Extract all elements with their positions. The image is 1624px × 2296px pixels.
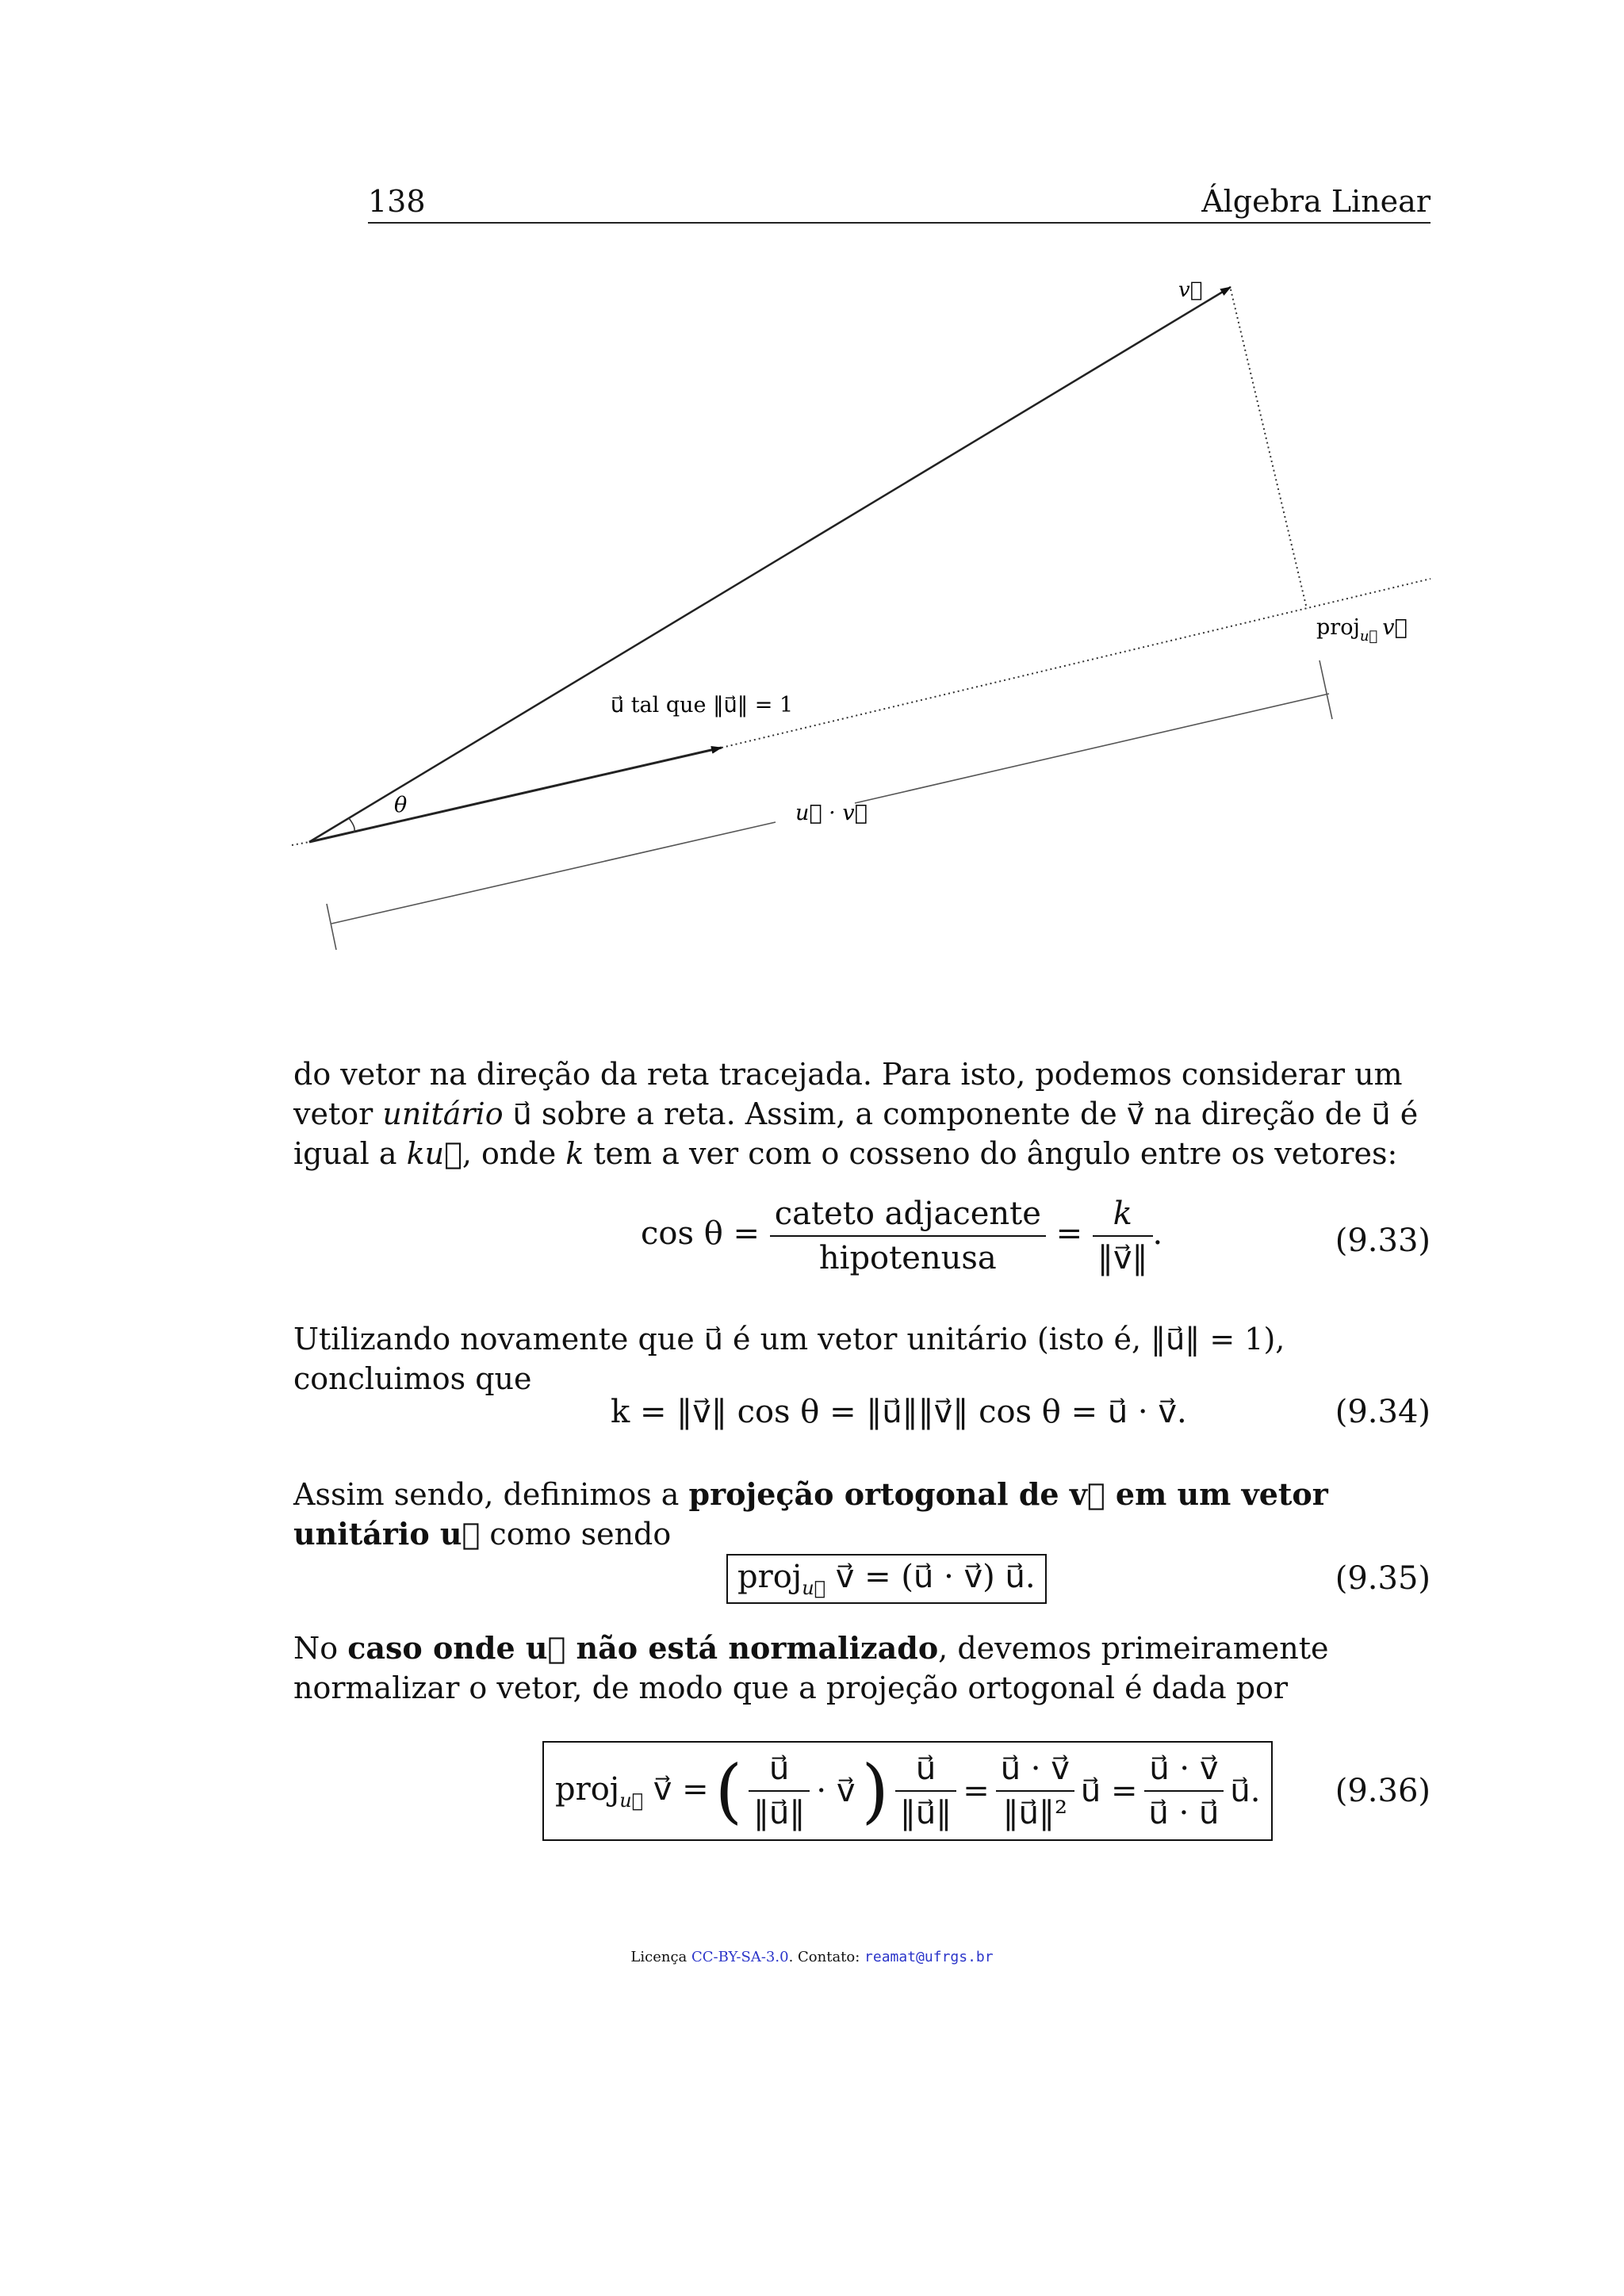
dimension-line-right	[855, 694, 1329, 803]
equation-9-35	[293, 1554, 1431, 1603]
equation-number: (9.35)	[1335, 1560, 1431, 1597]
dotted-direction-line	[722, 579, 1431, 748]
vector-v	[309, 287, 1231, 842]
paragraph-3: Assim sendo, definimos a projeção ortogonal de v⃗ em um vetor unitário u⃗ como sendo	[293, 1476, 1328, 1552]
page-number: 138	[368, 184, 426, 219]
dimension-tick-right	[1320, 660, 1332, 719]
boxed-general-projection: proj$_{u⃗}$ v⃗ = ( $\frac{u⃗}{‖u⃗‖}$ · v⃗ ) $\frac{u⃗}{‖u⃗‖}$ = $\frac{u⃗ \cdot v⃗}{\text{‖u⃗‖²}}$ u⃗ = $\frac{u⃗ \cdot v⃗}{u⃗ \cdot u⃗}$ u⃗.	[542, 1741, 1273, 1841]
fraction-cateto-hipotenusa: $\frac{\text{cateto adjacente}}{\text{hipotenusa}}$	[770, 1196, 1046, 1276]
vector-u	[309, 748, 722, 842]
boxed-definition: proj$_{u⃗}$ v⃗ = (u⃗ · v⃗) u⃗.	[726, 1554, 1047, 1604]
projection-figure	[0, 238, 1624, 999]
equation-number: (9.34)	[1335, 1394, 1431, 1430]
label-dot-product: u⃗ · v⃗	[795, 801, 868, 825]
equation-number: (9.36)	[1335, 1773, 1431, 1809]
equation-number: (9.33)	[1335, 1223, 1431, 1259]
running-title: Álgebra Linear	[1201, 184, 1431, 219]
paragraph-1: do vetor na direção da reta tracejada. Para isto, podemos considerar um vetor unitário u⃗ sobre a reta. Assim, a componente de v⃗ na direção de u⃗ é igual a ku⃗, onde k tem a ver com o cosseno do ângulo entre os vetores:	[293, 1057, 1419, 1171]
equation-9-34: k = ‖v⃗‖ cos θ = ‖u⃗‖‖v⃗‖ cos θ = u⃗ · v⃗. (9.34)	[611, 1394, 1431, 1430]
label-theta: θ	[394, 793, 408, 817]
equation-9-36	[293, 1741, 1431, 1844]
running-header	[368, 176, 1431, 224]
fraction-k-norm-v: $\frac{k}{‖v⃗‖}$	[1093, 1196, 1153, 1276]
theta-arc	[349, 818, 354, 832]
dotted-line-left	[292, 842, 309, 845]
dimension-line-left	[331, 822, 776, 924]
footer: Licença CC-BY-SA-3.0. Contato: reamat@ufrgs.br	[630, 1949, 994, 1965]
license-link[interactable]: CC-BY-SA-3.0	[691, 1949, 789, 1965]
paragraph-2: Utilizando novamente que u⃗ é um vetor unitário (isto é, ‖u⃗‖ = 1), concluimos que	[293, 1322, 1285, 1396]
label-unit-vector: u⃗ tal que ‖u⃗‖ = 1	[611, 693, 794, 718]
paragraph-4: No caso onde u⃗ não está normalizado, devemos primeiramente normalizar o vetor, de modo que a projeção ortogonal é dada por	[293, 1630, 1329, 1705]
label-v: v⃗	[1178, 278, 1203, 302]
contact-email-link[interactable]: reamat@ufrgs.br	[864, 1949, 994, 1965]
equation-9-33: cos θ = $\frac{\text{cateto adjacente}}{\text{hipotenusa}}$ = $\frac{k}{‖v⃗‖}$ . (9.33)	[641, 1196, 1431, 1276]
perpendicular-dotted	[1231, 289, 1307, 609]
label-proj: proj$_{u⃗}$ v⃗	[1316, 615, 1408, 645]
dimension-tick-left	[327, 904, 336, 950]
